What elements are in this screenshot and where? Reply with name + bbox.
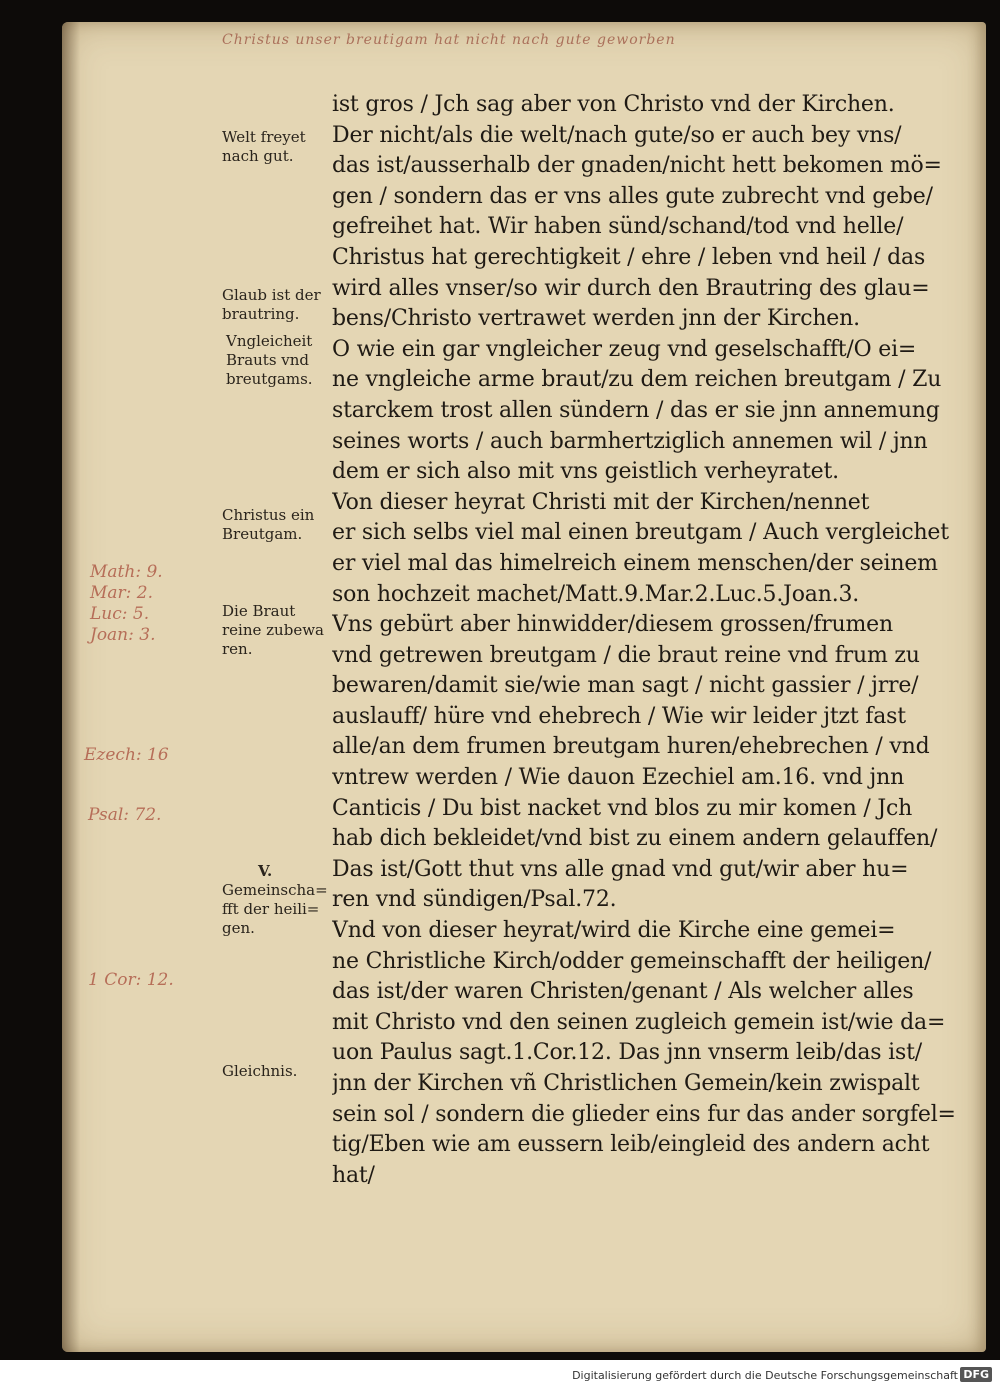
body-line: hab dich bekleidet/vnd bist zu einem andern gelauffen/ <box>332 826 938 852</box>
body-line: vntrew werden / Wie dauon Ezechiel am.16. vnd jnn <box>332 765 905 791</box>
body-line: Das ist/Gott thut vns alle gnad vnd gut/wir aber hu= <box>332 856 909 882</box>
sidenote-glaub-brautring <box>222 286 321 324</box>
body-line: starckem trost allen sündern / das er sie jnn annemung <box>332 397 940 423</box>
body-line: Vns gebürt aber hinwidder/diesem grossen/frumen <box>332 612 893 638</box>
body-line: alle/an dem frumen breutgam huren/ehebrechen / vnd <box>332 734 930 760</box>
sidenote-line: Vngleicheit <box>226 332 313 350</box>
body-line: Canticis / Du bist nacket vnd blos zu mir komen / Jch <box>332 795 913 821</box>
body-line: Christus hat gerechtigkeit / ehre / leben vnd heil / das <box>332 244 926 270</box>
body-line: dem er sich also mit vns geistlich verheyratet. <box>332 459 839 485</box>
sidenote-line: reine zubewa <box>222 621 324 639</box>
sidenote-line: Die Braut <box>222 602 296 620</box>
sidenote-line: Christus ein <box>222 506 315 524</box>
handnote-line: Joan: 3. <box>90 625 156 645</box>
body-line: Vnd von dieser heyrat/wird die Kirche eine gemei= <box>332 918 896 944</box>
sidenote-line: Gemeinscha= <box>222 881 328 899</box>
body-line: Von dieser heyrat Christi mit der Kirchen/nennet <box>332 489 870 515</box>
sidenote-christus-breutgam <box>222 506 314 544</box>
sidenote-line: Welt freyet <box>222 128 306 146</box>
handnote-line: Mar: 2. <box>90 583 154 603</box>
body-line: O wie ein gar vngleicher zeug vnd geselschafft/O ei= <box>332 336 917 362</box>
sidenote-line: Brauts vnd <box>226 351 310 369</box>
body-line: hat/ <box>332 1162 375 1188</box>
sidenote-line: Breutgam. <box>222 525 303 543</box>
body-line: er sich selbs viel mal einen breutgam / Auch vergleichet <box>332 520 949 546</box>
sidenote-welt-freyet <box>222 128 306 166</box>
body-line: ist gros / Jch sag aber von Christo vnd der Kirchen. <box>332 92 895 117</box>
handnote-line: Luc: 5. <box>90 604 150 624</box>
handnote-line: Psal: 72. <box>88 805 162 825</box>
body-line: mit Christo vnd den seinen zugleich gemein ist/wie da= <box>332 1009 946 1035</box>
body-line: gen / sondern das er vns alles gute zubrecht vnd gebe/ <box>332 183 933 209</box>
body-text <box>332 90 972 1191</box>
body-line: vnd getrewen breutgam / die braut reine vnd frum zu <box>332 642 920 668</box>
dfg-logo: DFG <box>960 1367 992 1382</box>
handwritten-margin-note-ezech <box>84 745 169 766</box>
body-line: sein sol / sondern die glieder eins fur das ander sorgfel= <box>332 1101 956 1127</box>
body-line: ren vnd sündigen/Psal.72. <box>332 887 617 913</box>
sidenote-gemeinschafft <box>222 862 328 938</box>
handwritten-margin-note-math <box>90 562 163 646</box>
sidenote-braut-reine <box>222 602 324 659</box>
sidenote-line: V. <box>258 862 273 880</box>
body-line: jnn der Kirchen vñ Christlichen Gemein/kein zwispalt <box>332 1071 920 1096</box>
body-line: uon Paulus sagt.1.Cor.12. Das jnn vnserm leib/das ist/ <box>332 1040 922 1066</box>
body-line: das ist/der waren Christen/genant / Als welcher alles <box>332 979 914 1005</box>
handwritten-margin-note-psal <box>88 805 161 826</box>
sidenote-gleichnis <box>222 1062 297 1081</box>
body-line: bens/Christo vertrawet werden jnn der Kirchen. <box>332 306 860 332</box>
body-line: ne Christliche Kirch/odder gemeinschafft der heiligen/ <box>332 948 932 974</box>
sidenote-line: breutgams. <box>226 370 313 388</box>
sidenote-line: gen. <box>222 919 255 937</box>
body-line: das ist/ausserhalb der gnaden/nicht hett bekomen mö= <box>332 153 942 179</box>
body-line: Der nicht/als die welt/nach gute/so er auch bey vns/ <box>332 122 902 148</box>
body-line: wird alles vnser/so wir durch den Brautring des glau= <box>332 275 930 301</box>
body-line: gefreihet hat. Wir haben sünd/schand/tod vnd helle/ <box>332 214 904 240</box>
handnote-line: Ezech: 16 <box>84 745 169 765</box>
body-line: ne vngleiche arme braut/zu dem reichen breutgam / Zu <box>332 367 942 393</box>
top-handwritten-note: Christus unser breutigam hat nicht nach gute geworben <box>222 32 676 48</box>
sidenote-vngleicheit <box>226 332 313 389</box>
sidenote-line: fft der heili= <box>222 900 320 918</box>
sidenote-line: ren. <box>222 640 253 658</box>
body-line: son hochzeit machet/Matt.9.Mar.2.Luc.5.Joan.3. <box>332 581 860 607</box>
body-line: auslauff/ hüre vnd ehebrech / Wie wir leider jtzt fast <box>332 703 906 729</box>
body-line: tig/Eben wie am eussern leib/eingleid des andern acht <box>332 1132 930 1158</box>
footer-credit: Digitalisierung gefördert durch die Deutsche Forschungsgemeinschaft <box>572 1369 958 1382</box>
page-spine-shadow <box>62 22 80 1352</box>
sidenote-line: brautring. <box>222 305 300 323</box>
body-line: bewaren/damit sie/wie man sagt / nicht gassier / jrre/ <box>332 673 919 699</box>
body-line: seines worts / auch barmhertziglich annemen wil / jnn <box>332 428 928 454</box>
sidenote-line: nach gut. <box>222 147 294 165</box>
sidenote-line: Gleichnis. <box>222 1062 298 1080</box>
handnote-line: 1 Cor: 12. <box>88 970 174 990</box>
sidenote-line: Glaub ist der <box>222 286 321 304</box>
body-line: er viel mal das himelreich einem menschen/der seinem <box>332 550 938 576</box>
handnote-line: Math: 9. <box>90 562 163 582</box>
handwritten-margin-note-cor <box>88 970 174 991</box>
